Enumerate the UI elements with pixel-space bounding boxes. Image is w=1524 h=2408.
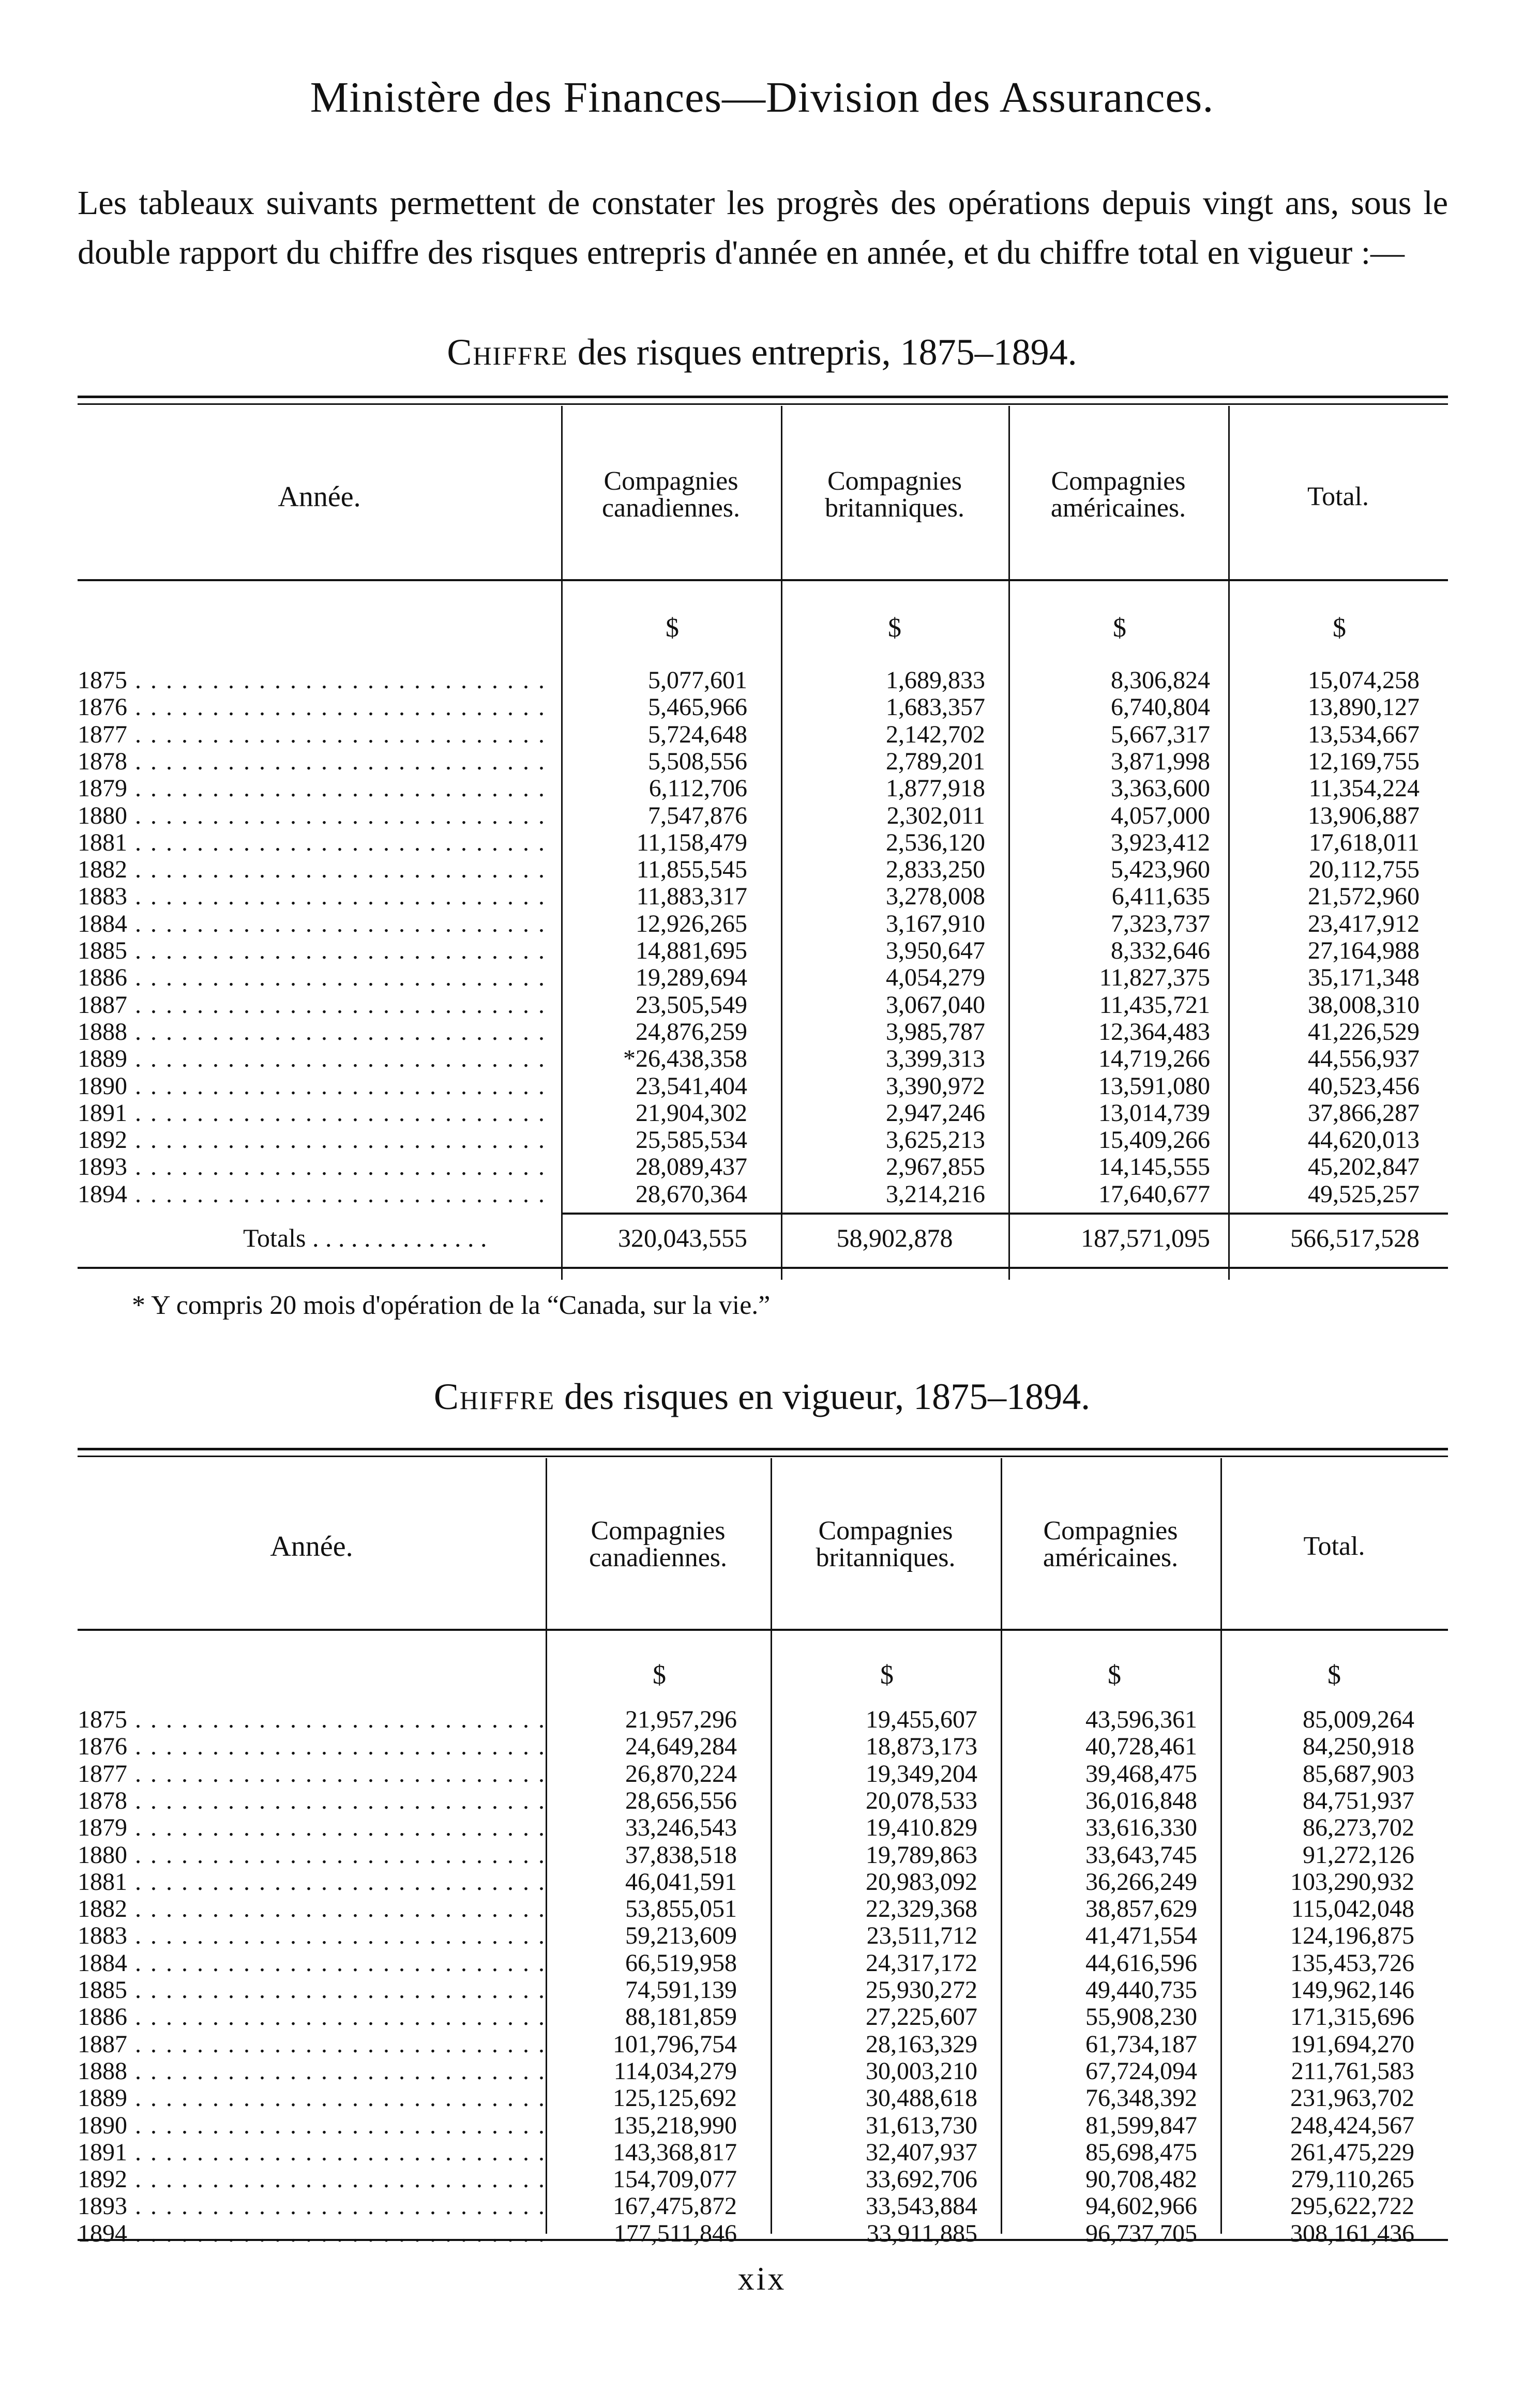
table1-top-rule (78, 396, 1448, 398)
table1-unit-american: $ (1113, 613, 1126, 643)
row-british: 2,789,201 (886, 747, 985, 775)
page-header: Ministère des Finances—Division des Assurances. (310, 73, 1214, 122)
row-american: 6,740,804 (1111, 693, 1210, 721)
row-year: 1876 . . . (78, 1733, 543, 1760)
row-total: 171,315,696 (1290, 2003, 1414, 2031)
row-american: 14,719,266 (1098, 1045, 1210, 1073)
table1-caption (0, 331, 1524, 374)
table-row (0, 1127, 1524, 1154)
row-canadian: 24,876,259 (636, 1018, 747, 1046)
table-row (0, 911, 1524, 937)
row-british: 33,911,885 (866, 2219, 977, 2247)
table-row (0, 2031, 1524, 2058)
row-american: 3,363,600 (1111, 775, 1210, 802)
row-british: 3,067,040 (886, 991, 985, 1019)
row-american: 36,266,249 (1085, 1868, 1197, 1896)
page-number: xix (737, 2260, 787, 2297)
table2-header-canadian-l1: Compagnies (591, 1516, 726, 1546)
row-total: 41,226,529 (1308, 1018, 1420, 1046)
row-american: 15,409,266 (1098, 1126, 1210, 1154)
table-row (0, 1073, 1524, 1100)
row-total: 124,196,875 (1290, 1922, 1414, 1950)
row-british: 23,511,712 (866, 1922, 977, 1950)
row-canadian: 88,181,859 (625, 2003, 737, 2031)
row-american: 33,616,330 (1085, 1814, 1197, 1842)
row-british: 30,003,210 (866, 2057, 977, 2085)
table1-header-canadian (561, 468, 781, 522)
row-british: 27,225,607 (866, 2003, 977, 2031)
row-year: 1878 . . . (78, 748, 553, 775)
row-year: 1886 . . . (78, 964, 553, 991)
row-total: 91,272,126 (1303, 1841, 1414, 1869)
row-british: 30,488,618 (866, 2084, 977, 2112)
table-row (0, 2085, 1524, 2112)
table1-header-american-l1: Compagnies (1051, 466, 1186, 496)
row-year: 1890 . . . (78, 1073, 553, 1100)
row-american: 7,323,737 (1111, 910, 1210, 937)
row-british: 33,692,706 (866, 2165, 977, 2193)
row-british: 18,873,173 (866, 1733, 977, 1761)
row-american: 11,435,721 (1099, 991, 1210, 1019)
row-canadian: 21,957,296 (625, 1706, 737, 1733)
table-row (0, 1922, 1524, 1949)
table2-unit-canadian: $ (653, 1660, 666, 1690)
table2-header-total: Total. (1303, 1532, 1365, 1561)
row-year: 1883 . . . (78, 1922, 543, 1949)
row-american: 8,332,646 (1111, 937, 1210, 964)
row-british: 1,877,918 (886, 775, 985, 802)
table1-header-british (781, 468, 1008, 522)
table-row (0, 964, 1524, 991)
row-year: 1881 . . . (78, 1869, 543, 1896)
table2-unit-total: $ (1327, 1660, 1341, 1690)
row-total: 20,112,755 (1308, 856, 1420, 884)
row-american: 3,871,998 (1111, 747, 1210, 775)
row-year: 1881 . . . (78, 829, 553, 856)
row-british: 3,985,787 (886, 1018, 985, 1046)
table-row (0, 667, 1524, 694)
intro-paragraph: Les tableaux suivants permettent de constater les progrès des opérations depuis vingt ans, sous le double rapport du chiffre des risques entrepris d'année en année, et du chiffre total en vigueur :— (78, 184, 1448, 271)
row-british: 2,536,120 (886, 828, 985, 856)
row-total: 279,110,265 (1291, 2165, 1414, 2193)
row-year: 1876 . . . (78, 694, 553, 721)
table-row (0, 1046, 1524, 1072)
table1-unit-british: $ (888, 613, 901, 643)
table-row (0, 1896, 1524, 1922)
table2-bottom-rule (78, 2239, 1448, 2241)
row-total: 85,687,903 (1303, 1760, 1414, 1788)
row-canadian: 11,855,545 (636, 856, 747, 884)
row-american: 38,857,629 (1085, 1895, 1197, 1923)
row-total: 85,009,264 (1303, 1706, 1414, 1733)
row-canadian: 101,796,754 (613, 2030, 737, 2058)
table-row (0, 883, 1524, 910)
table-row (0, 1761, 1524, 1788)
row-total: 11,354,224 (1308, 775, 1420, 802)
table1-total-grand: 566,517,528 (1290, 1223, 1420, 1252)
row-american: 85,698,475 (1085, 2138, 1197, 2166)
row-british: 24,317,172 (866, 1949, 977, 1977)
row-british: 4,054,279 (886, 964, 985, 992)
table-row (0, 694, 1524, 721)
row-canadian: 46,041,591 (625, 1868, 737, 1896)
table2-unit-american: $ (1108, 1660, 1121, 1690)
table1-caption-word: Chiffre (447, 331, 568, 373)
row-american: 40,728,461 (1085, 1733, 1197, 1761)
row-canadian: 125,125,692 (613, 2084, 737, 2112)
table2-top-rule-2 (78, 1456, 1448, 1457)
table1-header-rule (78, 579, 1448, 581)
table2-header-canadian (546, 1518, 771, 1571)
row-british: 2,833,250 (886, 856, 985, 884)
table1-totals-label: Totals . . . (243, 1223, 561, 1253)
row-american: 39,468,475 (1085, 1760, 1197, 1788)
row-british: 32,407,937 (866, 2138, 977, 2166)
row-canadian: 6,112,706 (648, 775, 747, 802)
row-canadian: 11,158,479 (636, 828, 747, 856)
row-canadian: 33,246,543 (625, 1814, 737, 1842)
table-row (0, 721, 1524, 748)
row-british: 3,950,647 (886, 937, 985, 964)
table1-bottom-rule (78, 1267, 1448, 1269)
row-canadian: 28,656,556 (625, 1786, 737, 1814)
row-total: 49,525,257 (1308, 1180, 1420, 1208)
row-year: 1879 . . . (78, 775, 553, 802)
row-american: 55,908,230 (1085, 2003, 1197, 2031)
row-british: 3,167,910 (886, 910, 985, 937)
row-british: 19,410.829 (866, 1814, 977, 1842)
table1-unit-canadian: $ (666, 613, 679, 643)
row-year: 1887 . . . (78, 2031, 543, 2058)
table1-footnote: * Y compris 20 mois d'opération de la “Canada, sur la vie.” (132, 1291, 771, 1320)
row-year: 1892 . . . (78, 1127, 553, 1154)
row-canadian: 114,034,279 (613, 2057, 737, 2085)
table-row (0, 2139, 1524, 2166)
row-american: 90,708,482 (1085, 2165, 1197, 2193)
row-total: 211,761,583 (1291, 2057, 1414, 2085)
table2-header-british-l1: Compagnies (818, 1516, 953, 1546)
table-row (0, 2220, 1524, 2247)
row-total: 23,417,912 (1308, 910, 1420, 937)
row-canadian: 135,218,990 (613, 2111, 737, 2139)
row-british: 2,947,246 (886, 1099, 985, 1127)
row-canadian: 12,926,265 (636, 910, 747, 937)
table1-caption-rest: des risques entrepris, 1875–1894. (577, 331, 1077, 373)
row-year: 1884 . . . (78, 911, 553, 937)
row-canadian: 167,475,872 (613, 2192, 737, 2220)
row-total: 84,250,918 (1303, 1733, 1414, 1761)
row-american: 3,923,412 (1111, 828, 1210, 856)
table1-total-canadian: 320,043,555 (618, 1223, 747, 1252)
row-canadian: 11,883,317 (636, 883, 747, 911)
table1-header-canadian-l1: Compagnies (603, 466, 738, 496)
row-british: 3,625,213 (886, 1126, 985, 1154)
row-year: 1884 . . . (78, 1950, 543, 1977)
table1-top-rule-2 (78, 403, 1448, 405)
table-row (0, 1706, 1524, 1733)
row-british: 19,789,863 (866, 1841, 977, 1869)
row-year: 1889 . . . (78, 1046, 553, 1072)
row-british: 3,278,008 (886, 883, 985, 911)
row-year: 1891 . . . (78, 1100, 553, 1127)
row-american: 49,440,735 (1085, 1976, 1197, 2004)
row-total: 135,453,726 (1290, 1949, 1414, 1977)
row-total: 17,618,011 (1308, 828, 1420, 856)
row-total: 15,074,258 (1308, 667, 1420, 694)
row-british: 22,329,368 (866, 1895, 977, 1923)
row-year: 1880 . . . (78, 1842, 543, 1869)
row-year: 1888 . . . (78, 2058, 543, 2085)
row-british: 19,455,607 (866, 1706, 977, 1733)
row-canadian: 5,724,648 (648, 720, 747, 748)
row-total: 44,556,937 (1308, 1045, 1420, 1073)
table1-header-canadian-l2: canadiennes. (601, 493, 741, 523)
row-year: 1889 . . . (78, 2085, 543, 2112)
table-row (0, 992, 1524, 1019)
row-american: 96,737,705 (1085, 2219, 1197, 2247)
row-total: 149,962,146 (1290, 1976, 1414, 2004)
row-american: 61,734,187 (1085, 2030, 1197, 2058)
row-british: 25,930,272 (866, 1976, 977, 2004)
row-canadian: 37,838,518 (625, 1841, 737, 1869)
row-total: 12,169,755 (1308, 747, 1420, 775)
row-american: 36,016,848 (1085, 1786, 1197, 1814)
row-american: 67,724,094 (1085, 2057, 1197, 2085)
table2-caption (0, 1375, 1524, 1418)
row-total: 13,890,127 (1308, 693, 1420, 721)
row-canadian: 53,855,051 (625, 1895, 737, 1923)
row-american: 43,596,361 (1085, 1706, 1197, 1733)
row-total: 103,290,932 (1290, 1868, 1414, 1896)
table2-caption-word: Chiffre (433, 1376, 555, 1417)
row-year: 1891 . . . (78, 2139, 543, 2166)
row-canadian: *26,438,358 (623, 1045, 747, 1073)
row-year: 1877 . . . (78, 721, 553, 748)
row-canadian: 28,089,437 (636, 1153, 747, 1181)
row-american: 13,014,739 (1098, 1099, 1210, 1127)
row-british: 33,543,884 (866, 2192, 977, 2220)
table2-top-rule (78, 1448, 1448, 1450)
row-american: 14,145,555 (1098, 1153, 1210, 1181)
row-year: 1893 . . . (78, 2193, 543, 2220)
table-row (0, 1788, 1524, 1814)
table1-total-british: 58,902,878 (836, 1223, 953, 1252)
table1-header-american (1008, 468, 1228, 522)
row-british: 19,349,204 (866, 1760, 977, 1788)
row-year: 1887 . . . (78, 992, 553, 1019)
row-total: 13,906,887 (1308, 801, 1420, 829)
row-total: 13,534,667 (1308, 720, 1420, 748)
row-american: 8,306,824 (1111, 667, 1210, 694)
row-canadian: 143,368,817 (613, 2138, 737, 2166)
table1-unit-total: $ (1333, 613, 1346, 643)
row-canadian: 154,709,077 (613, 2165, 737, 2193)
row-year: 1885 . . . (78, 1977, 543, 2004)
row-canadian: 7,547,876 (648, 801, 747, 829)
row-year: 1875 . . . (78, 1706, 543, 1733)
row-british: 1,683,357 (886, 693, 985, 721)
row-total: 38,008,310 (1308, 991, 1420, 1019)
row-american: 94,602,966 (1085, 2192, 1197, 2220)
row-american: 44,616,596 (1085, 1949, 1197, 1977)
row-american: 81,599,847 (1085, 2111, 1197, 2139)
row-canadian: 21,904,302 (636, 1099, 747, 1127)
table2-header-american (1001, 1518, 1220, 1571)
table2-caption-rest: des risques en vigueur, 1875–1894. (564, 1376, 1091, 1417)
table-row (0, 937, 1524, 964)
row-total: 86,273,702 (1303, 1814, 1414, 1842)
row-total: 45,202,847 (1308, 1153, 1420, 1181)
table2-header-canadian-l2: canadiennes. (589, 1543, 728, 1572)
row-year: 1882 . . . (78, 1896, 543, 1922)
row-canadian: 66,519,958 (625, 1949, 737, 1977)
row-year: 1890 . . . (78, 2112, 543, 2139)
row-year: 1883 . . . (78, 883, 553, 910)
row-american: 6,411,635 (1111, 883, 1210, 911)
row-british: 1,689,833 (886, 667, 985, 694)
row-american: 5,423,960 (1111, 856, 1210, 884)
table1-header-british-l1: Compagnies (827, 466, 962, 496)
row-total: 21,572,960 (1308, 883, 1420, 911)
row-american: 13,591,080 (1098, 1072, 1210, 1100)
row-american: 11,827,375 (1099, 964, 1210, 992)
row-year: 1880 . . . (78, 802, 553, 829)
row-american: 12,364,483 (1098, 1018, 1210, 1046)
table1-header-total: Total. (1307, 482, 1369, 511)
row-british: 2,967,855 (886, 1153, 985, 1181)
row-year: 1875 . . . (78, 667, 553, 694)
row-year: 1894 . . . (78, 1181, 553, 1208)
row-british: 20,078,533 (866, 1786, 977, 1814)
table-row (0, 1733, 1524, 1760)
table-row (0, 1869, 1524, 1896)
row-american: 17,640,677 (1098, 1180, 1210, 1208)
table-row (0, 1181, 1524, 1208)
row-year: 1893 . . . (78, 1154, 553, 1180)
row-canadian: 59,213,609 (625, 1922, 737, 1950)
row-canadian: 28,670,364 (636, 1180, 747, 1208)
row-total: 295,622,722 (1290, 2192, 1414, 2220)
row-canadian: 74,591,139 (625, 1976, 737, 2004)
row-british: 3,214,216 (886, 1180, 985, 1208)
row-total: 35,171,348 (1308, 964, 1420, 992)
row-american: 76,348,392 (1085, 2084, 1197, 2112)
row-canadian: 5,077,601 (648, 667, 747, 694)
row-year: 1892 . . . (78, 2166, 543, 2193)
table-row (0, 1019, 1524, 1046)
row-canadian: 25,585,534 (636, 1126, 747, 1154)
table2-header-american-l1: Compagnies (1043, 1516, 1178, 1546)
row-british: 20,983,092 (866, 1868, 977, 1896)
row-american: 4,057,000 (1111, 801, 1210, 829)
row-american: 5,667,317 (1111, 720, 1210, 748)
table-row (0, 2004, 1524, 2031)
row-british: 28,163,329 (866, 2030, 977, 2058)
row-canadian: 177,511,846 (613, 2219, 737, 2247)
table1-header-british-l2: britanniques. (824, 493, 965, 523)
row-total: 37,866,287 (1308, 1099, 1420, 1127)
row-total: 84,751,937 (1303, 1786, 1414, 1814)
row-year: 1885 . . . (78, 937, 553, 964)
table2-header-year: Année. (270, 1531, 353, 1563)
table-row (0, 2193, 1524, 2220)
table-row (0, 1100, 1524, 1127)
row-american: 33,643,745 (1085, 1841, 1197, 1869)
row-year: 1882 . . . (78, 856, 553, 883)
row-total: 261,475,229 (1290, 2138, 1414, 2166)
table-row (0, 1842, 1524, 1869)
table2-header-rule (78, 1629, 1448, 1631)
row-total: 44,620,013 (1308, 1126, 1420, 1154)
row-total: 115,042,048 (1291, 1895, 1414, 1923)
row-year: 1879 . . . (78, 1814, 543, 1841)
table-row (0, 1154, 1524, 1180)
row-canadian: 23,541,404 (636, 1072, 747, 1100)
row-canadian: 26,870,224 (625, 1760, 737, 1788)
table-row (0, 2112, 1524, 2139)
row-canadian: 5,508,556 (648, 747, 747, 775)
table-row (0, 802, 1524, 829)
table-row (0, 775, 1524, 802)
table-row (0, 829, 1524, 856)
row-american: 41,471,554 (1085, 1922, 1197, 1950)
row-year: 1877 . . . (78, 1761, 543, 1788)
table-row (0, 1814, 1524, 1841)
row-british: 31,613,730 (866, 2111, 977, 2139)
row-total: 231,963,702 (1290, 2084, 1414, 2112)
row-british: 2,302,011 (886, 801, 985, 829)
table1-header-american-l2: américaines. (1050, 493, 1186, 523)
row-canadian: 23,505,549 (636, 991, 747, 1019)
row-year: 1894 . . . (78, 2220, 543, 2247)
row-total: 40,523,456 (1308, 1072, 1420, 1100)
row-year: 1878 . . . (78, 1788, 543, 1814)
table1-header-year: Année. (278, 481, 361, 513)
table1-total-american: 187,571,095 (1081, 1223, 1210, 1252)
table1-totals-rule (561, 1213, 1448, 1215)
table2-unit-british: $ (880, 1660, 894, 1690)
table2-header-british (771, 1518, 1001, 1571)
table2-header-american-l2: américaines. (1043, 1543, 1179, 1572)
row-year: 1886 . . . (78, 2004, 543, 2031)
row-canadian: 24,649,284 (625, 1733, 737, 1761)
row-total: 191,694,270 (1290, 2030, 1414, 2058)
table-row (0, 748, 1524, 775)
row-british: 3,399,313 (886, 1045, 985, 1073)
table-row (0, 1977, 1524, 2004)
table2-header-british-l2: britanniques. (816, 1543, 956, 1572)
table-row (0, 2166, 1524, 2193)
row-british: 2,142,702 (886, 720, 985, 748)
row-year: 1888 . . . (78, 1019, 553, 1046)
row-total: 248,424,567 (1290, 2111, 1414, 2139)
row-canadian: 19,289,694 (636, 964, 747, 992)
table-row (0, 856, 1524, 883)
row-total: 308,161,436 (1290, 2219, 1414, 2247)
row-total: 27,164,988 (1308, 937, 1420, 964)
row-canadian: 14,881,695 (636, 937, 747, 964)
table-row (0, 1950, 1524, 1977)
row-british: 3,390,972 (886, 1072, 985, 1100)
table-row (0, 2058, 1524, 2085)
row-canadian: 5,465,966 (648, 693, 747, 721)
